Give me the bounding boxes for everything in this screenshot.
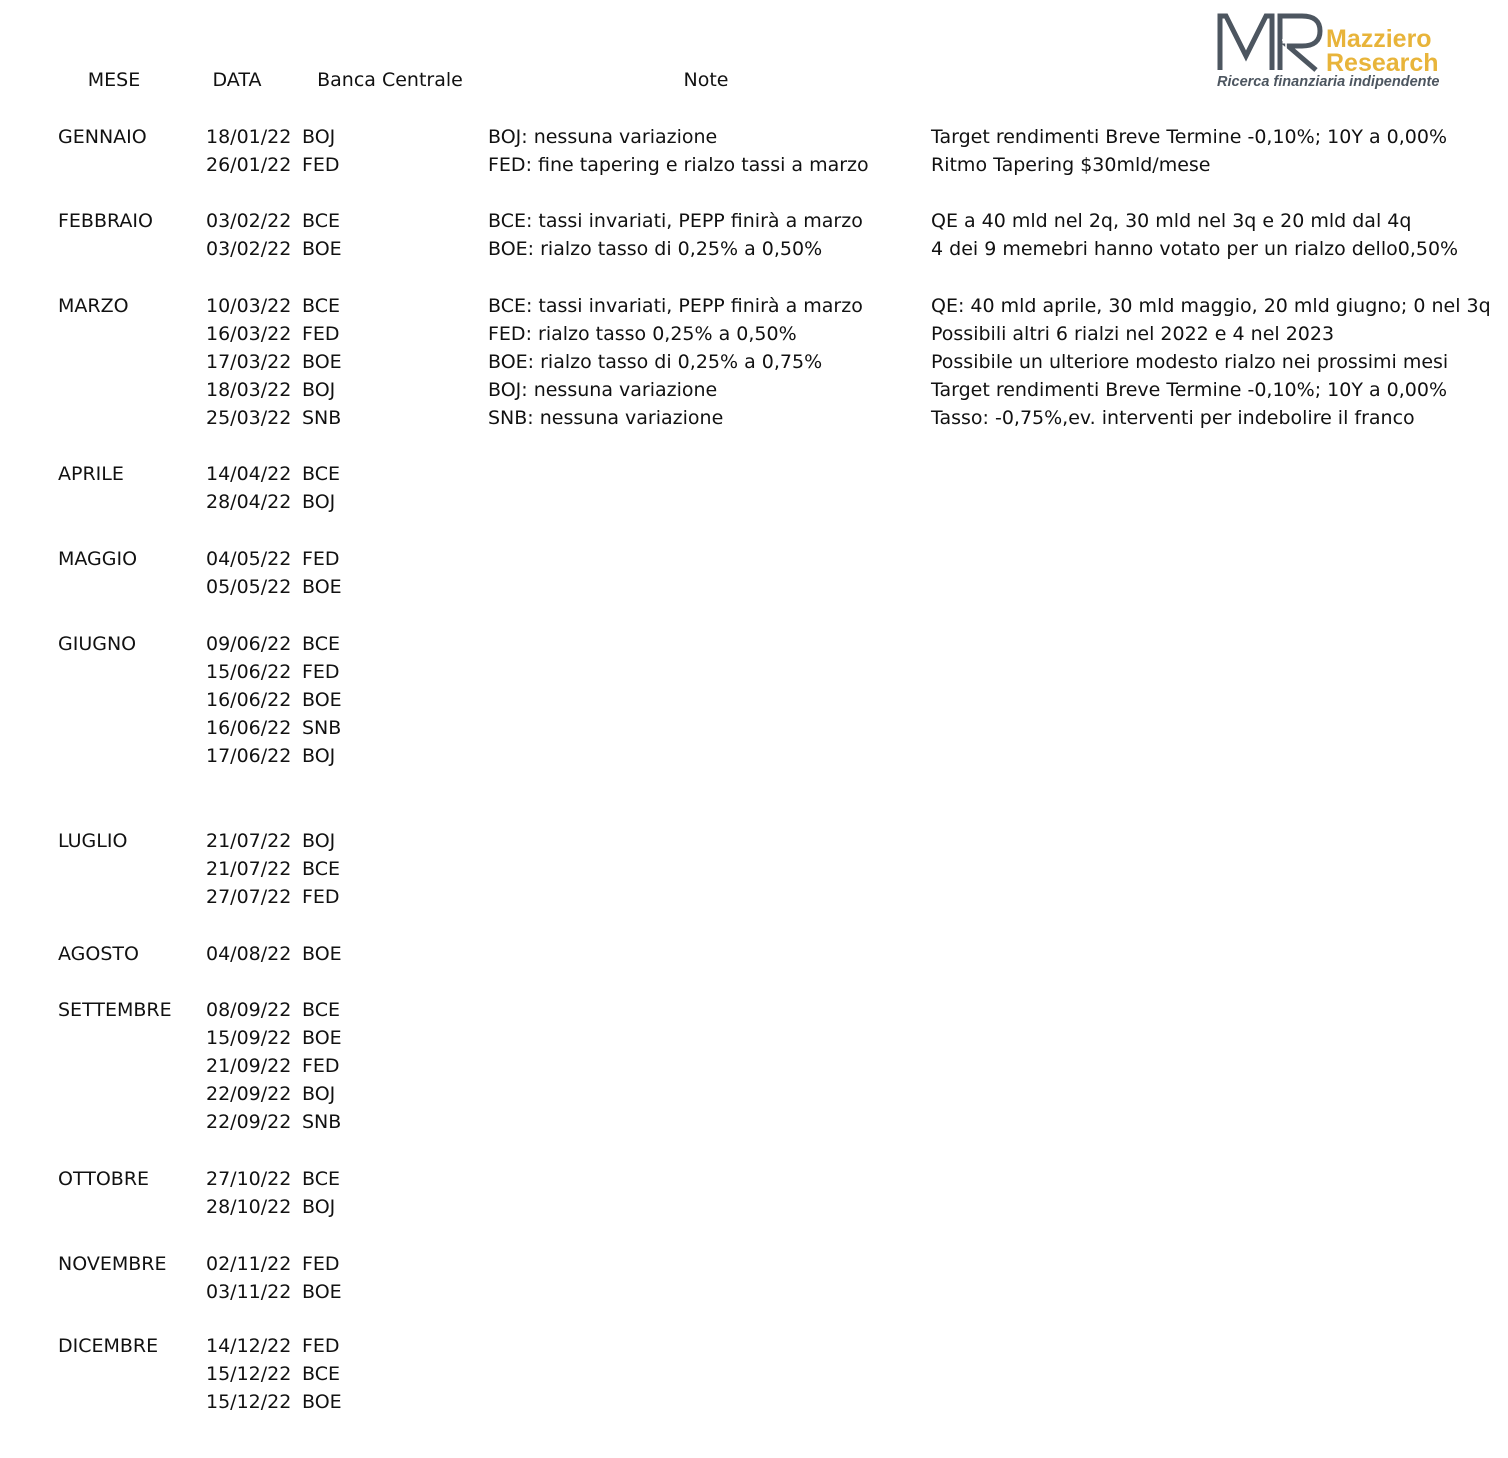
meeting-note: BOJ: nessuna variazione	[488, 126, 718, 148]
meeting-date: 15/12/22	[206, 1391, 292, 1413]
meeting-note: FED: fine tapering e rialzo tassi a marzo	[488, 154, 869, 176]
central-bank-name: FED	[302, 886, 340, 908]
meeting-date: 22/09/22	[206, 1083, 292, 1105]
meeting-date: 28/04/22	[206, 491, 292, 513]
central-bank-name: FED	[302, 1335, 340, 1357]
central-bank-name: BCE	[302, 210, 340, 232]
central-bank-name: SNB	[302, 407, 342, 429]
meeting-note: FED: rialzo tasso 0,25% a 0,50%	[488, 323, 797, 345]
month-name: LUGLIO	[58, 830, 128, 852]
meeting-note: BOE: rialzo tasso di 0,25% a 0,75%	[488, 351, 823, 373]
central-bank-name: FED	[302, 154, 340, 176]
meeting-detail: Target rendimenti Breve Termine -0,10%; 10Y a 0,00%	[931, 126, 1448, 148]
meeting-date: 28/10/22	[206, 1196, 292, 1218]
meeting-detail: Ritmo Tapering $30mld/mese	[931, 154, 1211, 176]
month-name: AGOSTO	[58, 943, 139, 965]
central-bank-name: BOJ	[302, 745, 336, 767]
month-name: OTTOBRE	[58, 1168, 150, 1190]
mazziero-research-logo	[1216, 10, 1466, 94]
central-bank-name: BCE	[302, 1363, 340, 1385]
central-bank-name: BOE	[302, 238, 342, 260]
meeting-date: 18/01/22	[206, 126, 292, 148]
logo-name-line1: Mazziero	[1326, 25, 1432, 53]
meeting-detail: Possibili altri 6 rialzi nel 2022 e 4 nel 2023	[931, 323, 1335, 345]
meeting-detail: Possibile un ulteriore modesto rialzo nei prossimi mesi	[931, 351, 1449, 373]
meeting-date: 14/04/22	[206, 463, 292, 485]
mr-logo-mark-icon	[1216, 10, 1326, 72]
central-bank-name: BOJ	[302, 491, 336, 513]
meeting-detail: Tasso: -0,75%,ev. interventi per indebolire il franco	[931, 407, 1415, 429]
central-bank-name: BOJ	[302, 379, 336, 401]
central-bank-name: BCE	[302, 999, 340, 1021]
meeting-note: SNB: nessuna variazione	[488, 407, 724, 429]
logo-tagline: Ricerca finanziaria indipendente	[1217, 74, 1440, 90]
meeting-note: BCE: tassi invariati, PEPP finirà a marzo	[488, 210, 863, 232]
meeting-date: 15/06/22	[206, 661, 292, 683]
month-name: APRILE	[58, 463, 124, 485]
meeting-date: 04/05/22	[206, 548, 292, 570]
month-name: GENNAIO	[58, 126, 147, 148]
central-bank-name: SNB	[302, 1111, 342, 1133]
meeting-detail: 4 dei 9 memebri hanno votato per un rialzo dello0,50%	[931, 238, 1459, 260]
meeting-detail: QE: 40 mld aprile, 30 mld maggio, 20 mld giugno; 0 nel 3q	[931, 295, 1491, 317]
meeting-date: 27/07/22	[206, 886, 292, 908]
meeting-date: 03/02/22	[206, 210, 292, 232]
meeting-date: 17/03/22	[206, 351, 292, 373]
meeting-date: 21/07/22	[206, 830, 292, 852]
meeting-date: 16/06/22	[206, 717, 292, 739]
meeting-note: BOE: rialzo tasso di 0,25% a 0,50%	[488, 238, 823, 260]
meeting-date: 15/09/22	[206, 1027, 292, 1049]
header-data: DATA	[212, 69, 262, 91]
meeting-date: 27/10/22	[206, 1168, 292, 1190]
central-bank-name: BCE	[302, 633, 340, 655]
meeting-date: 17/06/22	[206, 745, 292, 767]
central-bank-name: BOE	[302, 1027, 342, 1049]
meeting-date: 03/11/22	[206, 1281, 292, 1303]
meeting-date: 21/07/22	[206, 858, 292, 880]
month-name: GIUGNO	[58, 633, 137, 655]
central-bank-name: BOJ	[302, 1083, 336, 1105]
meeting-date: 10/03/22	[206, 295, 292, 317]
central-bank-name: BCE	[302, 463, 340, 485]
meeting-note: BOJ: nessuna variazione	[488, 379, 718, 401]
central-bank-name: BOE	[302, 1281, 342, 1303]
month-name: MAGGIO	[58, 548, 138, 570]
meeting-note: BCE: tassi invariati, PEPP finirà a marzo	[488, 295, 863, 317]
meeting-date: 26/01/22	[206, 154, 292, 176]
month-name: FEBBRAIO	[58, 210, 153, 232]
meeting-date: 16/03/22	[206, 323, 292, 345]
meeting-date: 25/03/22	[206, 407, 292, 429]
month-name: DICEMBRE	[58, 1335, 159, 1357]
header-banca-centrale: Banca Centrale	[317, 69, 463, 91]
meeting-date: 09/06/22	[206, 633, 292, 655]
central-bank-name: BOE	[302, 576, 342, 598]
central-bank-name: BOJ	[302, 126, 336, 148]
meeting-date: 22/09/22	[206, 1111, 292, 1133]
central-bank-name: FED	[302, 1055, 340, 1077]
central-bank-name: BCE	[302, 1168, 340, 1190]
central-bank-name: BOE	[302, 943, 342, 965]
logo-name-line2: Research	[1326, 49, 1439, 77]
central-bank-name: FED	[302, 548, 340, 570]
month-name: MARZO	[58, 295, 129, 317]
meeting-date: 18/03/22	[206, 379, 292, 401]
month-name: SETTEMBRE	[58, 999, 172, 1021]
meeting-date: 02/11/22	[206, 1253, 292, 1275]
meeting-date: 14/12/22	[206, 1335, 292, 1357]
central-bank-name: BOE	[302, 1391, 342, 1413]
central-bank-name: BOE	[302, 351, 342, 373]
header-mese: MESE	[87, 69, 141, 91]
meeting-detail: Target rendimenti Breve Termine -0,10%; 10Y a 0,00%	[931, 379, 1448, 401]
meeting-date: 03/02/22	[206, 238, 292, 260]
header-note: Note	[683, 69, 729, 91]
meeting-date: 16/06/22	[206, 689, 292, 711]
central-bank-name: FED	[302, 661, 340, 683]
central-bank-name: BCE	[302, 295, 340, 317]
central-bank-name: FED	[302, 1253, 340, 1275]
meeting-detail: QE a 40 mld nel 2q, 30 mld nel 3q e 20 mld dal 4q	[931, 210, 1412, 232]
month-name: NOVEMBRE	[58, 1253, 167, 1275]
central-bank-name: BOE	[302, 689, 342, 711]
central-bank-name: BOJ	[302, 1196, 336, 1218]
central-bank-name: FED	[302, 323, 340, 345]
meeting-date: 05/05/22	[206, 576, 292, 598]
central-bank-name: SNB	[302, 717, 342, 739]
meeting-date: 08/09/22	[206, 999, 292, 1021]
meeting-date: 21/09/22	[206, 1055, 292, 1077]
central-bank-name: BCE	[302, 858, 340, 880]
meeting-date: 04/08/22	[206, 943, 292, 965]
meeting-date: 15/12/22	[206, 1363, 292, 1385]
central-bank-name: BOJ	[302, 830, 336, 852]
